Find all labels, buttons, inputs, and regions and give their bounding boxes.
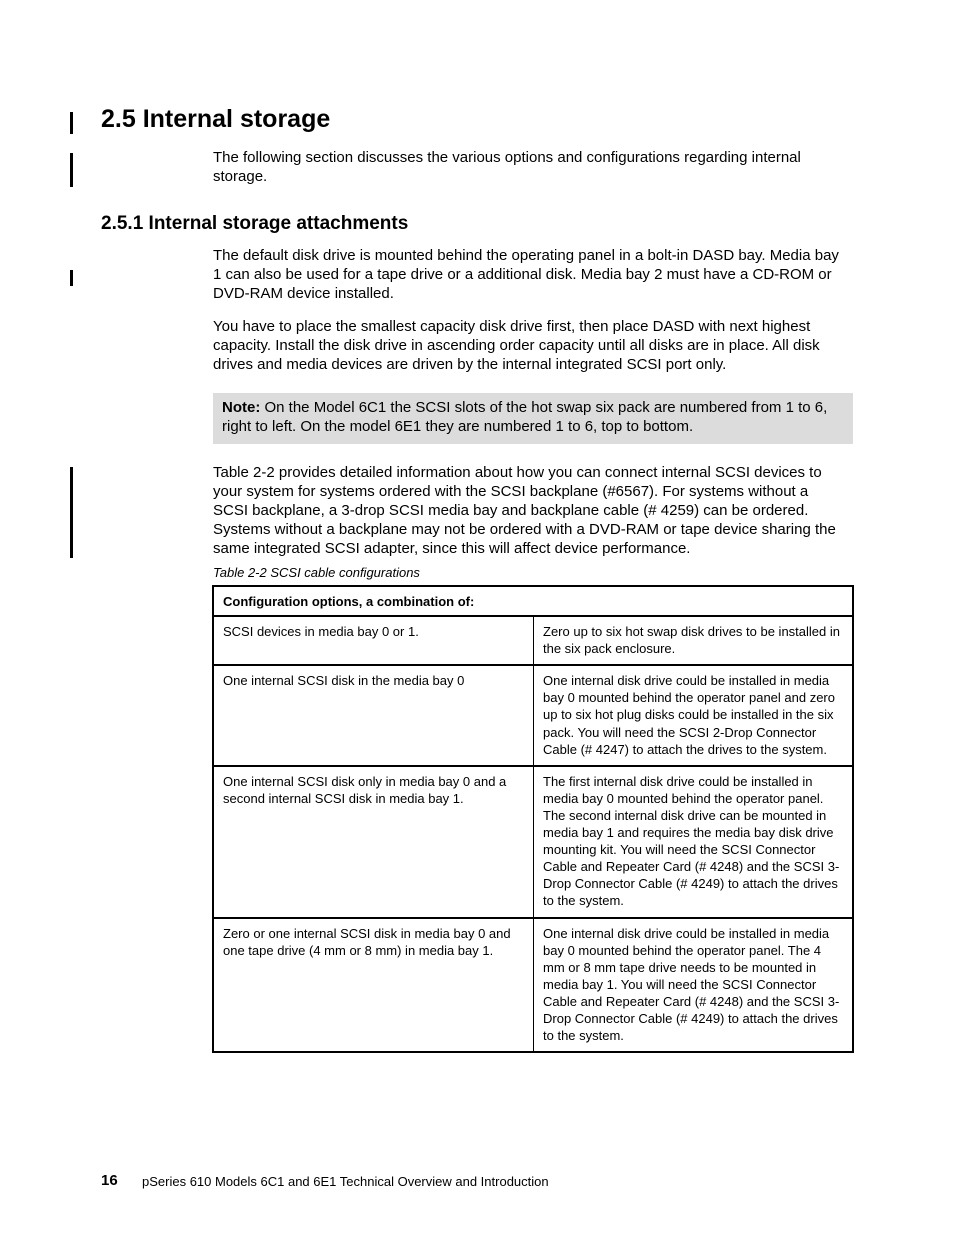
table-cell-description: The first internal disk drive could be installed in media bay 0 mounted behind the operator panel. The second internal disk drive can be mounted in media bay 1 and requires the media bay disk drive mounting kit. You will need the SCSI Connector Cable and Repeater Card (# 4248) and the SCSI 3-Drop Connector Cable (# 4249) to attach the drives to the system.: [534, 766, 854, 918]
table-row: [213, 616, 853, 665]
change-bar: [70, 467, 73, 558]
change-bar: [70, 153, 73, 187]
intro-paragraph: The following section discusses the various options and configurations regarding internal storage.: [213, 149, 801, 185]
subsection-heading: 2.5.1 Internal storage attachments: [101, 213, 409, 234]
paragraph-disk-order: You have to place the smallest capacity disk drive first, then place DASD with next highest capacity. Install the disk drive in ascending order capacity until all disks are in place. All disk drives and media devices are driven by the internal integrated SCSI port only.: [213, 318, 820, 373]
paragraph-default-disk: The default disk drive is mounted behind the operating panel in a bolt-in DASD bay. Media bay 1 can also be used for a tape drive or a additional disk. Media bay 2 must have a CD-ROM or DVD-RAM device installed.: [213, 247, 839, 302]
table-row: [213, 918, 853, 1053]
section-heading: 2.5 Internal storage: [101, 105, 331, 133]
table-header: Configuration options, a combination of:: [213, 586, 853, 616]
change-bar: [70, 270, 73, 286]
table-cell-option: One internal SCSI disk only in media bay 0 and a second internal SCSI disk in media bay 1.: [213, 766, 534, 918]
table-cell-option: Zero or one internal SCSI disk in media bay 0 and one tape drive (4 mm or 8 mm) in media bay 1.: [213, 918, 534, 1053]
table-cell-description: One internal disk drive could be installed in media bay 0 mounted behind the operator panel. The 4 mm or 8 mm tape drive needs to be mounted in media bay 1. You will need the SCSI Connector Cable and Repeater Card (# 4248) and the SCSI 3-Drop Connector Cable (# 4249) to attach the drives to the system.: [543, 925, 840, 1044]
table-cell-option: One internal SCSI disk in the media bay 0: [213, 665, 534, 765]
page-footer: [101, 1172, 549, 1190]
book-title: pSeries 610 Models 6C1 and 6E1 Technical Overview and Introduction: [142, 1174, 549, 1189]
page-number: 16: [101, 1172, 118, 1189]
table-cell-description: Zero up to six hot swap disk drives to be installed in the six pack enclosure.: [534, 616, 854, 665]
note-box: [213, 393, 853, 444]
paragraph-table-intro: Table 2-2 provides detailed information about how you can connect internal SCSI devices to your system for systems ordered with the SCSI backplane (#6567). For systems without a SCSI backplane, a 3-drop SCSI media bay and backplane cable (# 4259) can be ordered. Systems without a backplane may not be ordered with a DVD-RAM or tape device sharing the same integrated SCSI adapter, since this will affect device performance.: [213, 464, 836, 557]
change-bar: [70, 112, 73, 134]
table-row: [213, 766, 853, 918]
table-cell-option: SCSI devices in media bay 0 or 1.: [213, 616, 534, 665]
note-label: Note:: [222, 399, 261, 416]
scsi-cable-table: [212, 585, 854, 1053]
table-row: [213, 665, 853, 765]
table-caption: Table 2-2 SCSI cable configurations: [213, 565, 420, 580]
note-text: On the Model 6C1 the SCSI slots of the hot swap six pack are numbered from 1 to 6, right to left. On the model 6E1 they are numbered 1 to 6, top to bottom.: [222, 399, 828, 435]
table-cell-description: One internal disk drive could be installed in media bay 0 mounted behind the operator panel and zero up to six hot plug disks could be installed in the six pack. You will need the SCSI 2-Drop Connector Cable (# 4247) to attach the drives to the system.: [534, 665, 854, 765]
